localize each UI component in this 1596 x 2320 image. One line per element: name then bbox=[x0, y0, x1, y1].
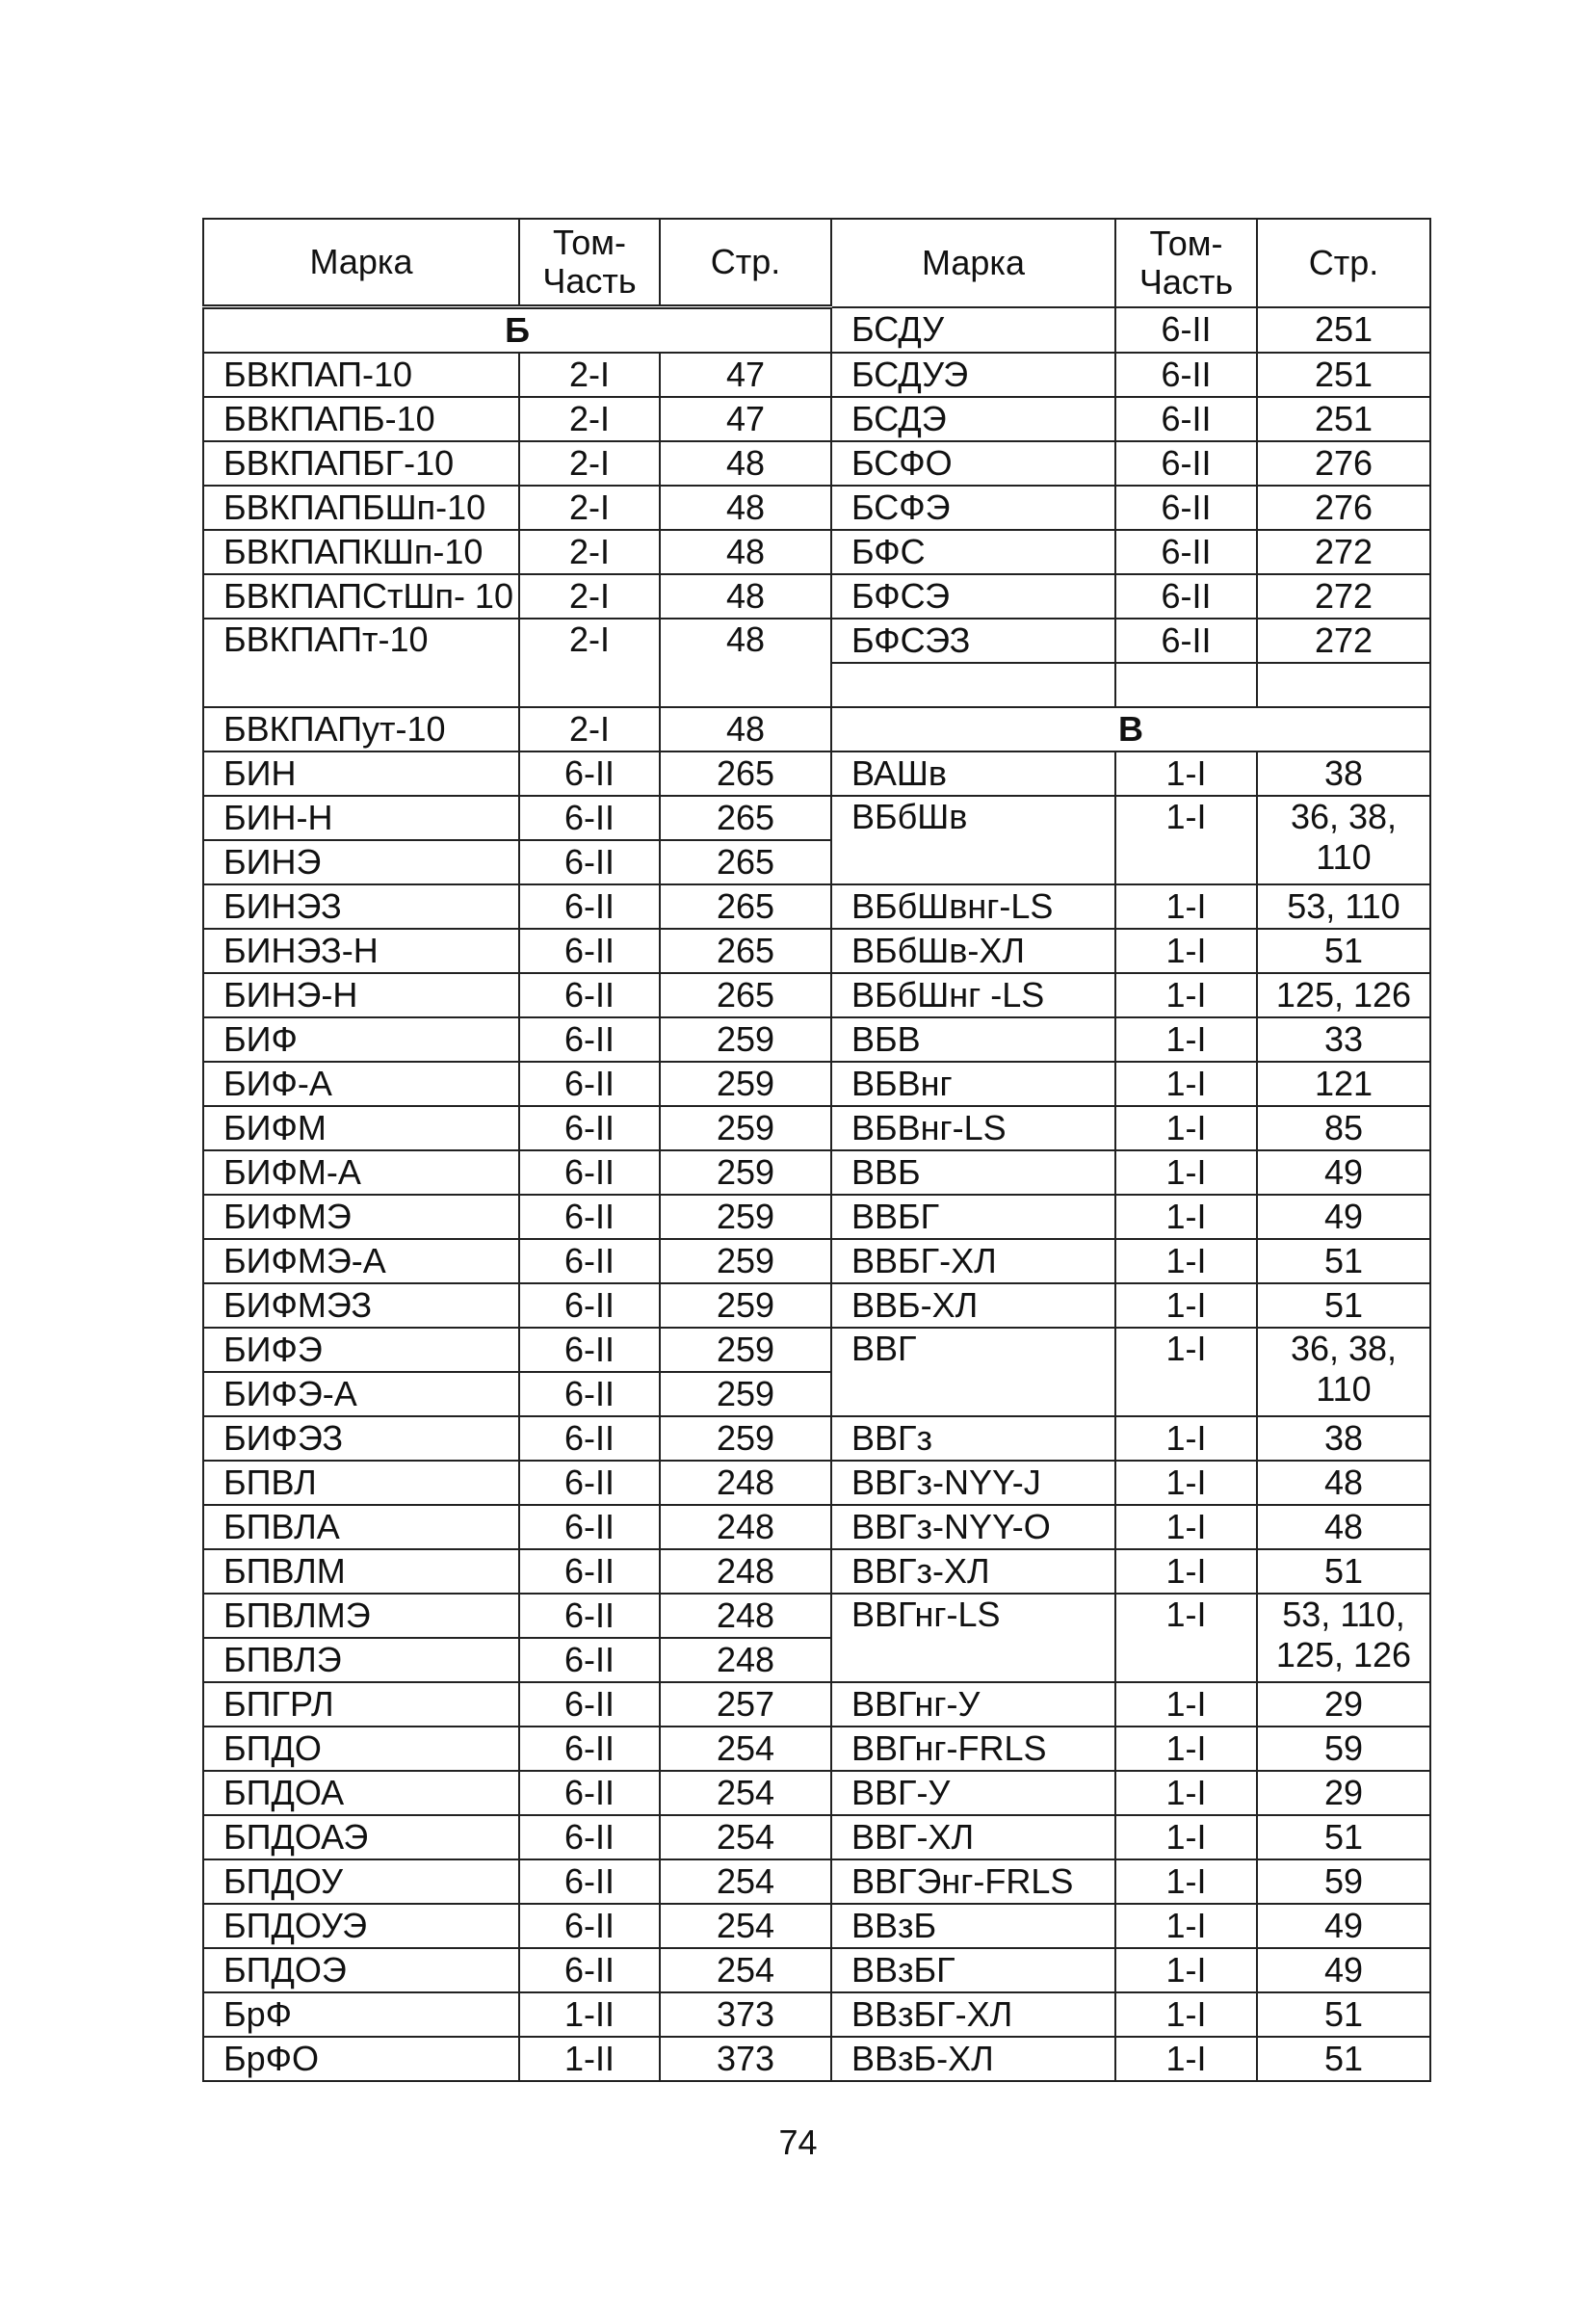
brand-cell: БСФО bbox=[831, 441, 1115, 486]
volume-part-cell: 6-II bbox=[1115, 307, 1257, 354]
page-number: 74 bbox=[778, 2122, 818, 2162]
page-cell: 51 bbox=[1257, 1992, 1430, 2037]
page-cell: 251 bbox=[1257, 307, 1430, 354]
table-row bbox=[203, 1859, 1430, 1904]
volume-part-cell: 1-I bbox=[1115, 1328, 1257, 1416]
table-row bbox=[203, 1150, 1430, 1195]
table-row bbox=[203, 353, 1430, 397]
page-cell: 121 bbox=[1257, 1062, 1430, 1106]
page-cell: 51 bbox=[1257, 1815, 1430, 1859]
brand-cell: БПДО bbox=[203, 1727, 519, 1771]
volume-part-cell: 6-II bbox=[519, 929, 660, 973]
table-row bbox=[203, 530, 1430, 574]
volume-part-cell: 6-II bbox=[519, 1859, 660, 1904]
volume-part-cell: 1-I bbox=[1115, 1505, 1257, 1549]
volume-part-cell: 1-I bbox=[1115, 751, 1257, 796]
page-cell: 48 bbox=[660, 707, 831, 751]
brand-cell: ВВГЭнг-FRLS bbox=[831, 1859, 1115, 1904]
volume-part-cell: 6-II bbox=[519, 1239, 660, 1283]
volume-part-cell: 1-I bbox=[1115, 1062, 1257, 1106]
volume-part-cell: 6-II bbox=[519, 840, 660, 884]
brand-cell: ВБВ bbox=[831, 1017, 1115, 1062]
volume-part-cell: 6-II bbox=[519, 1106, 660, 1150]
page-cell: 265 bbox=[660, 929, 831, 973]
brand-cell: БВКПАПСтШп- 10 bbox=[203, 574, 519, 619]
brand-cell: БСДУ bbox=[831, 307, 1115, 354]
brand-cell: БВКПАПут-10 bbox=[203, 707, 519, 751]
page-cell: 254 bbox=[660, 1815, 831, 1859]
brand-cell: ВВГнг-FRLS bbox=[831, 1727, 1115, 1771]
brand-cell: ВВГнг-LS bbox=[831, 1594, 1115, 1682]
page-cell: 248 bbox=[660, 1505, 831, 1549]
brand-cell: БИН bbox=[203, 751, 519, 796]
table-row bbox=[203, 307, 1430, 354]
table-row bbox=[203, 1239, 1430, 1283]
brand-cell: ВВГ-ХЛ bbox=[831, 1815, 1115, 1859]
volume-part-cell: 1-I bbox=[1115, 929, 1257, 973]
volume-part-cell: 1-I bbox=[1115, 1682, 1257, 1727]
brand-cell: ВВГз bbox=[831, 1416, 1115, 1461]
volume-part-cell: 1-I bbox=[1115, 1416, 1257, 1461]
brand-cell: БФС bbox=[831, 530, 1115, 574]
page-cell: 254 bbox=[660, 1771, 831, 1815]
page-cell: 38 bbox=[1257, 1416, 1430, 1461]
page-cell: 254 bbox=[660, 1727, 831, 1771]
brand-cell: БИФМЭ-А bbox=[203, 1239, 519, 1283]
page-cell: 259 bbox=[660, 1283, 831, 1328]
brand-cell: БрФО bbox=[203, 2037, 519, 2081]
table-row bbox=[203, 1904, 1430, 1948]
volume-part-cell: 1-I bbox=[1115, 1904, 1257, 1948]
page-cell: 48 bbox=[660, 574, 831, 619]
header-row bbox=[203, 219, 1430, 307]
brand-cell: БИФЭ bbox=[203, 1328, 519, 1372]
volume-part-cell: 6-II bbox=[519, 884, 660, 929]
brand-cell bbox=[831, 663, 1115, 707]
header-str: Стр. bbox=[1257, 219, 1430, 307]
brand-cell: БПВЛМЭ bbox=[203, 1594, 519, 1638]
brand-cell: ВБбШв-ХЛ bbox=[831, 929, 1115, 973]
page-cell: 254 bbox=[660, 1948, 831, 1992]
page-cell: 248 bbox=[660, 1594, 831, 1638]
volume-part-cell: 6-II bbox=[1115, 530, 1257, 574]
brand-cell: ВВБ-ХЛ bbox=[831, 1283, 1115, 1328]
page-cell: 48 bbox=[660, 530, 831, 574]
table-row bbox=[203, 1461, 1430, 1505]
volume-part-cell: 1-I bbox=[1115, 1150, 1257, 1195]
table-row bbox=[203, 1416, 1430, 1461]
brand-cell: БИН-Н bbox=[203, 796, 519, 840]
volume-part-cell: 6-II bbox=[519, 796, 660, 840]
table-row bbox=[203, 1062, 1430, 1106]
page-cell: 38 bbox=[1257, 751, 1430, 796]
brand-cell: БПДОАЭ bbox=[203, 1815, 519, 1859]
table-row bbox=[203, 1505, 1430, 1549]
page-cell: 48 bbox=[660, 441, 831, 486]
brand-cell: БИФ bbox=[203, 1017, 519, 1062]
brand-cell: БВКПАПт-10 bbox=[203, 619, 519, 707]
page-cell: 51 bbox=[1257, 929, 1430, 973]
volume-part-cell: 6-II bbox=[519, 1771, 660, 1815]
page-cell: 248 bbox=[660, 1461, 831, 1505]
volume-part-cell: 1-I bbox=[1115, 1239, 1257, 1283]
page-cell: 51 bbox=[1257, 1239, 1430, 1283]
page-cell: 59 bbox=[1257, 1859, 1430, 1904]
brand-cell: БПДОУ bbox=[203, 1859, 519, 1904]
volume-part-cell: 2-I bbox=[519, 530, 660, 574]
page-cell: 51 bbox=[1257, 2037, 1430, 2081]
brand-cell: ВАШв bbox=[831, 751, 1115, 796]
page-cell: 259 bbox=[660, 1106, 831, 1150]
table-row bbox=[203, 1594, 1430, 1638]
table-row bbox=[203, 619, 1430, 663]
brand-cell: ВВГз-NYY-J bbox=[831, 1461, 1115, 1505]
brand-cell: ВВГ bbox=[831, 1328, 1115, 1416]
brand-cell: ВВБГ bbox=[831, 1195, 1115, 1239]
page-cell: 254 bbox=[660, 1859, 831, 1904]
table-row bbox=[203, 707, 1430, 751]
page-cell: 33 bbox=[1257, 1017, 1430, 1062]
page-cell: 49 bbox=[1257, 1195, 1430, 1239]
volume-part-cell: 1-I bbox=[1115, 1594, 1257, 1682]
page-cell bbox=[1257, 663, 1430, 707]
volume-part-cell: 6-II bbox=[519, 1017, 660, 1062]
page-cell: 48 bbox=[1257, 1505, 1430, 1549]
page-cell: 248 bbox=[660, 1638, 831, 1682]
volume-part-cell: 2-I bbox=[519, 441, 660, 486]
brand-cell: ВБВнг bbox=[831, 1062, 1115, 1106]
page-cell: 272 bbox=[1257, 574, 1430, 619]
brand-cell: БФСЭ bbox=[831, 574, 1115, 619]
table-row bbox=[203, 1682, 1430, 1727]
volume-part-cell: 6-II bbox=[519, 1461, 660, 1505]
page-cell: 85 bbox=[1257, 1106, 1430, 1150]
volume-part-cell: 6-II bbox=[519, 973, 660, 1017]
brand-cell: ВВГз-ХЛ bbox=[831, 1549, 1115, 1594]
page-cell: 265 bbox=[660, 973, 831, 1017]
brand-cell: БИФМ bbox=[203, 1106, 519, 1150]
table-row bbox=[203, 441, 1430, 486]
volume-part-cell: 6-II bbox=[519, 751, 660, 796]
volume-part-cell: 1-I bbox=[1115, 1283, 1257, 1328]
brand-cell: БрФ bbox=[203, 1992, 519, 2037]
volume-part-cell: 2-I bbox=[519, 707, 660, 751]
page-cell: 59 bbox=[1257, 1727, 1430, 1771]
volume-part-cell: 1-I bbox=[1115, 1549, 1257, 1594]
page-cell: 259 bbox=[660, 1328, 831, 1372]
brand-cell: ВБбШнг -LS bbox=[831, 973, 1115, 1017]
brand-cell: БВКПАПКШп-10 bbox=[203, 530, 519, 574]
brand-cell: ВВГнг-У bbox=[831, 1682, 1115, 1727]
brand-cell: БФСЭЗ bbox=[831, 619, 1115, 663]
table-row bbox=[203, 1948, 1430, 1992]
section-letter: Б bbox=[203, 307, 831, 354]
page-cell: 276 bbox=[1257, 486, 1430, 530]
page-cell: 48 bbox=[1257, 1461, 1430, 1505]
page-cell: 51 bbox=[1257, 1283, 1430, 1328]
page-cell: 49 bbox=[1257, 1948, 1430, 1992]
page-cell: 265 bbox=[660, 884, 831, 929]
volume-part-cell: 6-II bbox=[519, 1549, 660, 1594]
brand-cell: БПВЛА bbox=[203, 1505, 519, 1549]
volume-part-cell: 2-I bbox=[519, 353, 660, 397]
volume-part-cell: 6-II bbox=[519, 1727, 660, 1771]
brand-cell: БПДОА bbox=[203, 1771, 519, 1815]
page-cell: 259 bbox=[660, 1416, 831, 1461]
brand-cell: ВВГз-NYY-O bbox=[831, 1505, 1115, 1549]
brand-cell: ВВБ bbox=[831, 1150, 1115, 1195]
page-cell: 251 bbox=[1257, 353, 1430, 397]
page-cell: 259 bbox=[660, 1239, 831, 1283]
header-marka: Марка bbox=[831, 219, 1115, 307]
brand-cell: БПВЛЭ bbox=[203, 1638, 519, 1682]
table-row bbox=[203, 1771, 1430, 1815]
page-cell: 49 bbox=[1257, 1150, 1430, 1195]
page-cell: 373 bbox=[660, 2037, 831, 2081]
table-row bbox=[203, 1195, 1430, 1239]
volume-part-cell: 6-II bbox=[519, 1416, 660, 1461]
brand-cell: ВВзБГ bbox=[831, 1948, 1115, 1992]
brand-cell: БИНЭ-Н bbox=[203, 973, 519, 1017]
brand-cell: БИФ-А bbox=[203, 1062, 519, 1106]
volume-part-cell: 1-II bbox=[519, 1992, 660, 2037]
index-table-body bbox=[203, 219, 1430, 2081]
brand-cell: БВКПАПБГ-10 bbox=[203, 441, 519, 486]
brand-cell: БИФЭЗ bbox=[203, 1416, 519, 1461]
brand-cell: ВВзБ-ХЛ bbox=[831, 2037, 1115, 2081]
page-cell: 53, 110 bbox=[1257, 884, 1430, 929]
page-cell: 259 bbox=[660, 1372, 831, 1416]
table-row bbox=[203, 1106, 1430, 1150]
volume-part-cell: 6-II bbox=[519, 1948, 660, 1992]
volume-part-cell: 6-II bbox=[519, 1150, 660, 1195]
volume-part-cell bbox=[1115, 663, 1257, 707]
brand-cell: БСДУЭ bbox=[831, 353, 1115, 397]
volume-part-cell: 1-I bbox=[1115, 884, 1257, 929]
page-cell: 29 bbox=[1257, 1682, 1430, 1727]
section-letter: В bbox=[831, 707, 1430, 751]
volume-part-cell: 2-I bbox=[519, 619, 660, 707]
volume-part-cell: 2-I bbox=[519, 486, 660, 530]
brand-cell: БПВЛМ bbox=[203, 1549, 519, 1594]
brand-cell: БВКПАП-10 bbox=[203, 353, 519, 397]
page-cell: 48 bbox=[660, 486, 831, 530]
brand-cell: ВБбШвнг-LS bbox=[831, 884, 1115, 929]
volume-part-cell: 6-II bbox=[519, 1904, 660, 1948]
table-row bbox=[203, 796, 1430, 840]
brand-cell: БПВЛ bbox=[203, 1461, 519, 1505]
volume-part-cell: 1-I bbox=[1115, 1859, 1257, 1904]
volume-part-cell: 2-I bbox=[519, 574, 660, 619]
page-cell: 272 bbox=[1257, 530, 1430, 574]
table-row bbox=[203, 1727, 1430, 1771]
volume-part-cell: 6-II bbox=[519, 1062, 660, 1106]
page-cell: 254 bbox=[660, 1904, 831, 1948]
brand-cell: БПГРЛ bbox=[203, 1682, 519, 1727]
page-cell: 265 bbox=[660, 840, 831, 884]
table-row bbox=[203, 1017, 1430, 1062]
brand-cell: БИФЭ-А bbox=[203, 1372, 519, 1416]
volume-part-cell: 1-I bbox=[1115, 1727, 1257, 1771]
page-cell: 47 bbox=[660, 353, 831, 397]
table-row bbox=[203, 1549, 1430, 1594]
volume-part-cell: 6-II bbox=[519, 1372, 660, 1416]
brand-cell: БИНЭЗ bbox=[203, 884, 519, 929]
page-cell: 373 bbox=[660, 1992, 831, 2037]
table-row bbox=[203, 574, 1430, 619]
table-row bbox=[203, 2037, 1430, 2081]
volume-part-cell: 1-II bbox=[519, 2037, 660, 2081]
page-cell: 272 bbox=[1257, 619, 1430, 663]
header-tom-chast: Том- Часть bbox=[1115, 219, 1257, 307]
volume-part-cell: 6-II bbox=[1115, 619, 1257, 663]
brand-cell: ВБбШв bbox=[831, 796, 1115, 884]
volume-part-cell: 1-I bbox=[1115, 1815, 1257, 1859]
page-cell: 29 bbox=[1257, 1771, 1430, 1815]
brand-cell: ВВзБ bbox=[831, 1904, 1115, 1948]
brand-cell: БИФМЭЗ bbox=[203, 1283, 519, 1328]
brand-cell: БСДЭ bbox=[831, 397, 1115, 441]
volume-part-cell: 6-II bbox=[1115, 486, 1257, 530]
table-row bbox=[203, 1992, 1430, 2037]
table-row bbox=[203, 1283, 1430, 1328]
table-row bbox=[203, 751, 1430, 796]
page-cell: 48 bbox=[660, 619, 831, 707]
volume-part-cell: 1-I bbox=[1115, 1106, 1257, 1150]
volume-part-cell: 1-I bbox=[1115, 973, 1257, 1017]
volume-part-cell: 6-II bbox=[1115, 397, 1257, 441]
table-row bbox=[203, 884, 1430, 929]
volume-part-cell: 6-II bbox=[1115, 574, 1257, 619]
table-row bbox=[203, 1328, 1430, 1372]
brand-cell: БСФЭ bbox=[831, 486, 1115, 530]
volume-part-cell: 6-II bbox=[1115, 353, 1257, 397]
volume-part-cell: 6-II bbox=[519, 1594, 660, 1638]
volume-part-cell: 1-I bbox=[1115, 1771, 1257, 1815]
page-cell: 36, 38, 110 bbox=[1257, 796, 1430, 884]
brand-cell: БПДОУЭ bbox=[203, 1904, 519, 1948]
table-row bbox=[203, 397, 1430, 441]
brand-cell: ВВГ-У bbox=[831, 1771, 1115, 1815]
brand-cell: БИНЭЗ-Н bbox=[203, 929, 519, 973]
page-cell: 51 bbox=[1257, 1549, 1430, 1594]
page-cell: 47 bbox=[660, 397, 831, 441]
volume-part-cell: 6-II bbox=[519, 1328, 660, 1372]
page-cell: 49 bbox=[1257, 1904, 1430, 1948]
table-row bbox=[203, 973, 1430, 1017]
page-cell: 53, 110, 125, 126 bbox=[1257, 1594, 1430, 1682]
brand-cell: ВВБГ-ХЛ bbox=[831, 1239, 1115, 1283]
page-cell: 259 bbox=[660, 1017, 831, 1062]
page-cell: 259 bbox=[660, 1062, 831, 1106]
page-cell: 251 bbox=[1257, 397, 1430, 441]
brand-cell: БИФМЭ bbox=[203, 1195, 519, 1239]
volume-part-cell: 1-I bbox=[1115, 2037, 1257, 2081]
brand-cell: БИНЭ bbox=[203, 840, 519, 884]
brand-cell: БИФМ-А bbox=[203, 1150, 519, 1195]
volume-part-cell: 6-II bbox=[519, 1505, 660, 1549]
volume-part-cell: 6-II bbox=[519, 1638, 660, 1682]
volume-part-cell: 1-I bbox=[1115, 1017, 1257, 1062]
table-row bbox=[203, 1815, 1430, 1859]
volume-part-cell: 6-II bbox=[519, 1682, 660, 1727]
index-table bbox=[202, 218, 1431, 2082]
page-cell: 36, 38, 110 bbox=[1257, 1328, 1430, 1416]
header-marka: Марка bbox=[203, 219, 519, 307]
page-cell: 248 bbox=[660, 1549, 831, 1594]
volume-part-cell: 1-I bbox=[1115, 796, 1257, 884]
volume-part-cell: 2-I bbox=[519, 397, 660, 441]
brand-cell: ВБВнг-LS bbox=[831, 1106, 1115, 1150]
brand-cell: ВВзБГ-ХЛ bbox=[831, 1992, 1115, 2037]
volume-part-cell: 1-I bbox=[1115, 1992, 1257, 2037]
header-str: Стр. bbox=[660, 219, 831, 307]
brand-cell: БВКПАПБШп-10 bbox=[203, 486, 519, 530]
volume-part-cell: 1-I bbox=[1115, 1461, 1257, 1505]
page-cell: 276 bbox=[1257, 441, 1430, 486]
volume-part-cell: 6-II bbox=[519, 1195, 660, 1239]
page-cell: 125, 126 bbox=[1257, 973, 1430, 1017]
volume-part-cell: 1-I bbox=[1115, 1195, 1257, 1239]
brand-cell: БПДОЭ bbox=[203, 1948, 519, 1992]
table-row bbox=[203, 486, 1430, 530]
header-tom-chast: Том- Часть bbox=[519, 219, 660, 307]
volume-part-cell: 6-II bbox=[519, 1283, 660, 1328]
volume-part-cell: 1-I bbox=[1115, 1948, 1257, 1992]
page-cell: 265 bbox=[660, 796, 831, 840]
page-cell: 265 bbox=[660, 751, 831, 796]
page-cell: 259 bbox=[660, 1195, 831, 1239]
page-cell: 257 bbox=[660, 1682, 831, 1727]
page-cell: 259 bbox=[660, 1150, 831, 1195]
volume-part-cell: 6-II bbox=[519, 1815, 660, 1859]
volume-part-cell: 6-II bbox=[1115, 441, 1257, 486]
table-row bbox=[203, 929, 1430, 973]
brand-cell: БВКПАПБ-10 bbox=[203, 397, 519, 441]
